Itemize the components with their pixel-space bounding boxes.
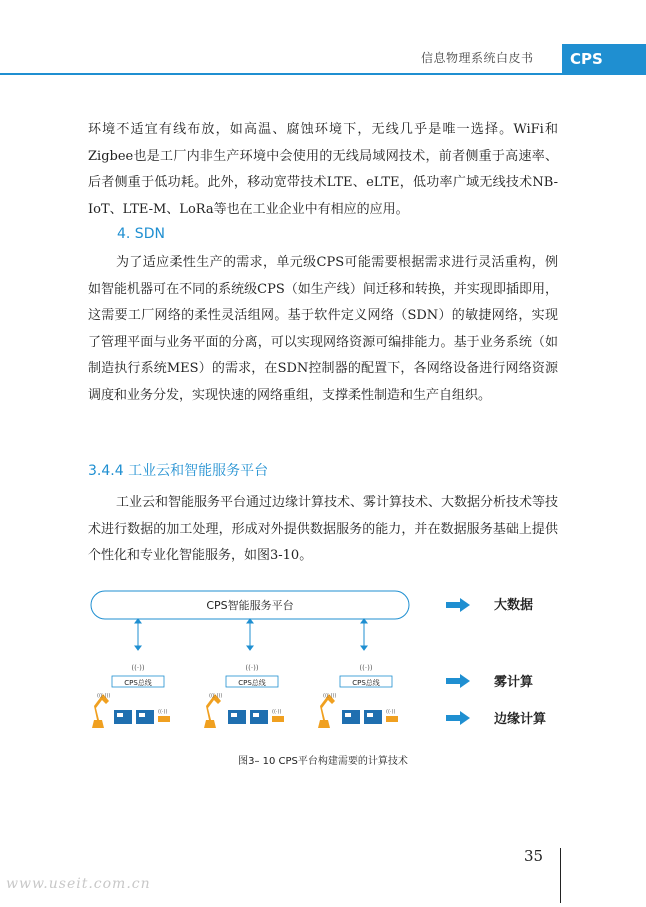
header-badge: CPS <box>562 44 646 74</box>
watermark: www.useit.com.cn <box>6 876 151 892</box>
robot-arm-icon <box>92 694 109 728</box>
body-paragraph-2: 为了适应柔性生产的需求，单元级CPS可能需要根据需求进行灵活重构，例如智能机器可在不同的系统级CPS（如生产线）间迁移和转换，并实现即插即用，这需要工厂网络的柔性灵活组网。基于软件定义网络（SDN）的敏捷网络，实现了管理平面与业务平面的分离，可以实现网络资源可编排能力。基于业务系统（如制造执行系统MES）的需求，在SDN控制器的配置下，各网络设备进行网络资源调度和业务分发，实现快速的网络重组，支撑柔性制造和生产自组织。 <box>88 255 558 403</box>
platform-label: CPS智能服务平台 <box>206 599 294 612</box>
layer-label-edge: 边缘计算 <box>494 712 547 727</box>
bus-label: CPS总线 <box>124 679 152 687</box>
agv-icon <box>386 716 398 722</box>
section-heading: 3.4.4 工业云和智能服务平台 <box>88 463 269 479</box>
header-rule <box>0 73 646 75</box>
edge-cluster-1 <box>92 664 170 728</box>
arrow-edge-icon <box>446 711 470 725</box>
robot-arm-icon <box>318 694 335 728</box>
svg-text:((·)): ((·)) <box>272 709 282 715</box>
layer-label-fog: 雾计算 <box>494 675 534 690</box>
svg-text:(((·))): (((·))) <box>97 693 111 699</box>
robot-arm-icon <box>204 694 221 728</box>
figure-caption: 图3– 10 CPS平台构建需要的计算技术 <box>238 756 408 767</box>
sub-heading-sdn: 4. SDN <box>117 226 165 242</box>
svg-text:(((·))): (((·))) <box>323 693 337 699</box>
body-paragraph-3: 工业云和智能服务平台通过边缘计算技术、雾计算技术、大数据分析技术等技术进行数据的加工处理，形成对外提供数据服务的能力，并在数据服务基础上提供个性化和专业化智能服务，如图3-10。 <box>88 495 559 564</box>
agv-icon <box>158 716 170 722</box>
svg-text:((·)): ((·)) <box>158 709 168 715</box>
svg-text:(((·))): (((·))) <box>209 693 223 699</box>
edge-cluster-2 <box>204 664 284 728</box>
page-rule <box>560 848 561 903</box>
wifi-icon: ((·)) <box>359 664 373 672</box>
computing-architecture-figure <box>88 588 568 738</box>
wifi-icon: ((·)) <box>245 664 259 672</box>
bus-label: CPS总线 <box>352 679 380 687</box>
wifi-icon: ((·)) <box>131 664 145 672</box>
agv-icon <box>272 716 284 722</box>
body-paragraph-1: 环境不适宜有线布放，如高温、腐蚀环境下，无线几乎是唯一选择。WiFi和Zigbee也是工厂内非生产环境中会使用的无线局域网技术，前者侧重于高速率、后者侧重于低功耗。此外，移动宽带技术LTE、eLTE，低功率广域无线技术NB-IoT、LTE-M、LoRa等也在工业企业中有相应的应用。 <box>88 122 558 217</box>
edge-cluster-3 <box>318 664 398 728</box>
arrow-bigdata-icon <box>446 598 470 612</box>
layer-label-bigdata: 大数据 <box>494 598 534 613</box>
header-title: 信息物理系统白皮书 <box>421 51 534 65</box>
bus-label: CPS总线 <box>238 679 266 687</box>
arrow-fog-icon <box>446 674 470 688</box>
page-number: 35 <box>524 847 544 865</box>
svg-text:((·)): ((·)) <box>386 709 396 715</box>
